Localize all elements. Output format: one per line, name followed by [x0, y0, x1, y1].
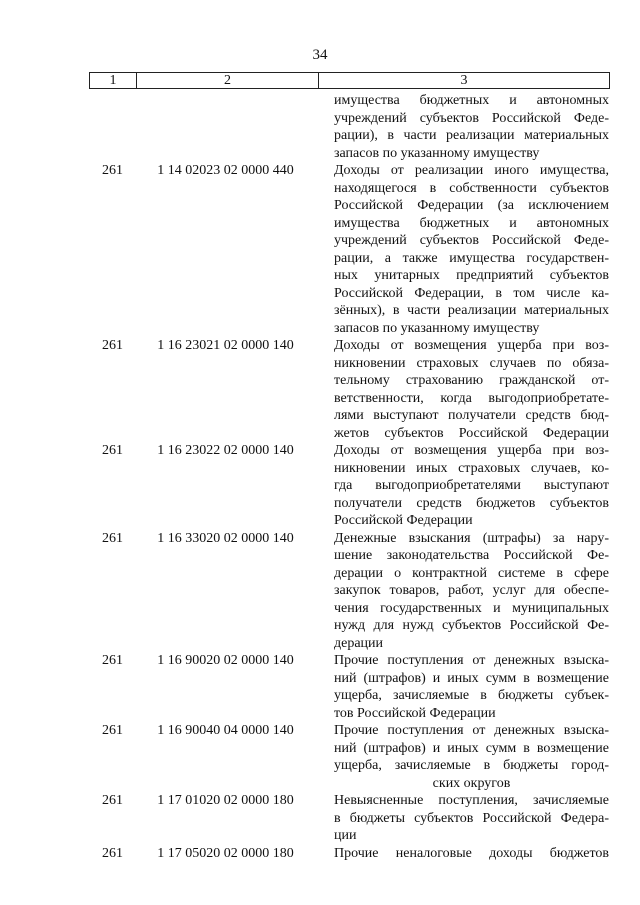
- description-line: Прочие поступления от денежных взыска-: [334, 653, 609, 668]
- description-line: ний (штрафов) и иных сумм в возмещение: [334, 740, 609, 756]
- admin-code: [89, 92, 136, 162]
- description-line: дерации: [334, 635, 384, 651]
- description-line: получатели средств бюджетов субъектов: [334, 495, 609, 511]
- description-line: шение законодательства Российской Фе-: [334, 548, 609, 563]
- table-row: [89, 652, 610, 722]
- table-body: [89, 92, 610, 862]
- header-col-3: 3: [460, 72, 468, 88]
- income-description: [334, 845, 609, 863]
- description-line: ний (штрафов) и иных сумм в возмещение: [334, 670, 609, 686]
- budget-code: 1 14 02023 02 0000 440: [157, 163, 294, 178]
- budget-code: 1 17 05020 02 0000 180: [157, 845, 294, 861]
- admin-code: 261: [102, 530, 123, 546]
- table-row: [89, 530, 610, 653]
- description-line: учреждений субъектов Российской Феде-: [334, 110, 609, 126]
- description-line: ских округов: [432, 775, 511, 791]
- description-line: учреждений субъектов Российской Феде-: [334, 233, 609, 248]
- header-col-2: 2: [137, 73, 319, 88]
- description-line: Доходы от возмещения ущерба при воз-: [334, 443, 609, 458]
- budget-code: 1 16 23022 02 0000 140: [157, 443, 294, 458]
- income-description: [334, 162, 609, 337]
- description-line: ущерба, зачисляемые в бюджеты субъек-: [334, 688, 609, 703]
- description-line: лями выступают получатели средств бюд-: [334, 408, 609, 423]
- description-line: Российской Федерации (за исключением: [334, 198, 609, 213]
- description-line: тельному страхованию гражданской от-: [334, 373, 609, 388]
- budget-code: 1 16 33020 02 0000 140: [157, 530, 294, 546]
- description-line: никновении страховых случаев по обяза-: [334, 355, 609, 371]
- description-line: чения государственных и муниципальных: [334, 600, 609, 616]
- table-row: [89, 722, 610, 792]
- header-col-1: 1: [90, 73, 137, 88]
- description-line: жетов субъектов Российской Федерации: [334, 425, 609, 441]
- description-line: ущерба, зачисляемые в бюджеты город-: [334, 758, 609, 773]
- description-line: запасов по указанному имуществу: [334, 320, 540, 336]
- description-line: имущества бюджетных и автономных: [334, 215, 609, 231]
- admin-code: 261: [102, 443, 123, 458]
- description-line: гда выгодоприобретателями выступают: [334, 478, 609, 493]
- page-number: 34: [312, 47, 328, 63]
- description-line: закупок товаров, работ, услуг для обеспе-: [334, 583, 609, 598]
- description-line: в бюджеты субъектов Российской Федера-: [334, 810, 609, 826]
- table-row: [89, 162, 610, 337]
- income-description: [334, 337, 609, 442]
- description-line: никновении иных страховых случаев, ко-: [334, 460, 609, 476]
- description-line: Доходы от реализации иного имущества,: [334, 163, 609, 178]
- description-line: Денежные взыскания (штрафы) за нару-: [334, 530, 609, 546]
- description-line: находящегося в собственности субъектов: [334, 180, 609, 196]
- table-header: [89, 72, 610, 89]
- description-line: Прочие поступления от денежных взыска-: [334, 723, 609, 738]
- admin-code: 261: [102, 338, 123, 353]
- description-line: Прочие неналоговые доходы бюджетов: [334, 845, 609, 861]
- description-line: дерации о контрактной системе в сфере: [334, 565, 609, 581]
- description-line: ции: [334, 828, 357, 843]
- table-row: [89, 92, 610, 162]
- description-line: тов Российской Федерации: [334, 705, 496, 721]
- admin-code: 261: [102, 845, 123, 861]
- budget-code: 1 16 90020 02 0000 140: [157, 653, 294, 668]
- table-row: [89, 442, 610, 530]
- description-line: Российской Федерации, в том числе ка-: [334, 285, 609, 301]
- budget-code: 1 16 23021 02 0000 140: [157, 338, 294, 353]
- income-description: [334, 530, 609, 653]
- description-line: Невыясненные поступления, зачисляемые: [334, 793, 609, 808]
- description-line: зённых), в части реализации материальных: [334, 303, 609, 318]
- budget-code: 1 17 01020 02 0000 180: [157, 793, 294, 808]
- table-row: [89, 792, 610, 845]
- description-line: Российской Федерации: [334, 513, 473, 528]
- budget-code: [136, 92, 318, 162]
- table-row: [89, 845, 610, 863]
- income-description: [334, 722, 609, 792]
- income-description: [334, 652, 609, 722]
- budget-code: 1 16 90040 04 0000 140: [157, 723, 294, 738]
- description-line: рации, а также имущества государствен-: [334, 250, 609, 266]
- description-line: нужд для нужд субъектов Российской Фе-: [334, 618, 609, 633]
- description-line: рации), в части реализации материальных: [334, 128, 609, 143]
- description-line: запасов по указанному имуществу: [334, 145, 540, 161]
- admin-code: 261: [102, 793, 123, 808]
- admin-code: 261: [102, 723, 123, 738]
- income-description: [334, 792, 609, 845]
- admin-code: 261: [102, 163, 123, 178]
- income-description: [334, 442, 609, 530]
- description-line: Доходы от возмещения ущерба при воз-: [334, 338, 609, 353]
- table-row: [89, 337, 610, 442]
- description-line: ных унитарных предприятий субъектов: [334, 268, 609, 283]
- income-description: [334, 92, 609, 162]
- description-line: ветственности, когда выгодоприобретате-: [334, 390, 609, 406]
- admin-code: 261: [102, 653, 123, 668]
- description-line: имущества бюджетных и автономных: [334, 93, 609, 108]
